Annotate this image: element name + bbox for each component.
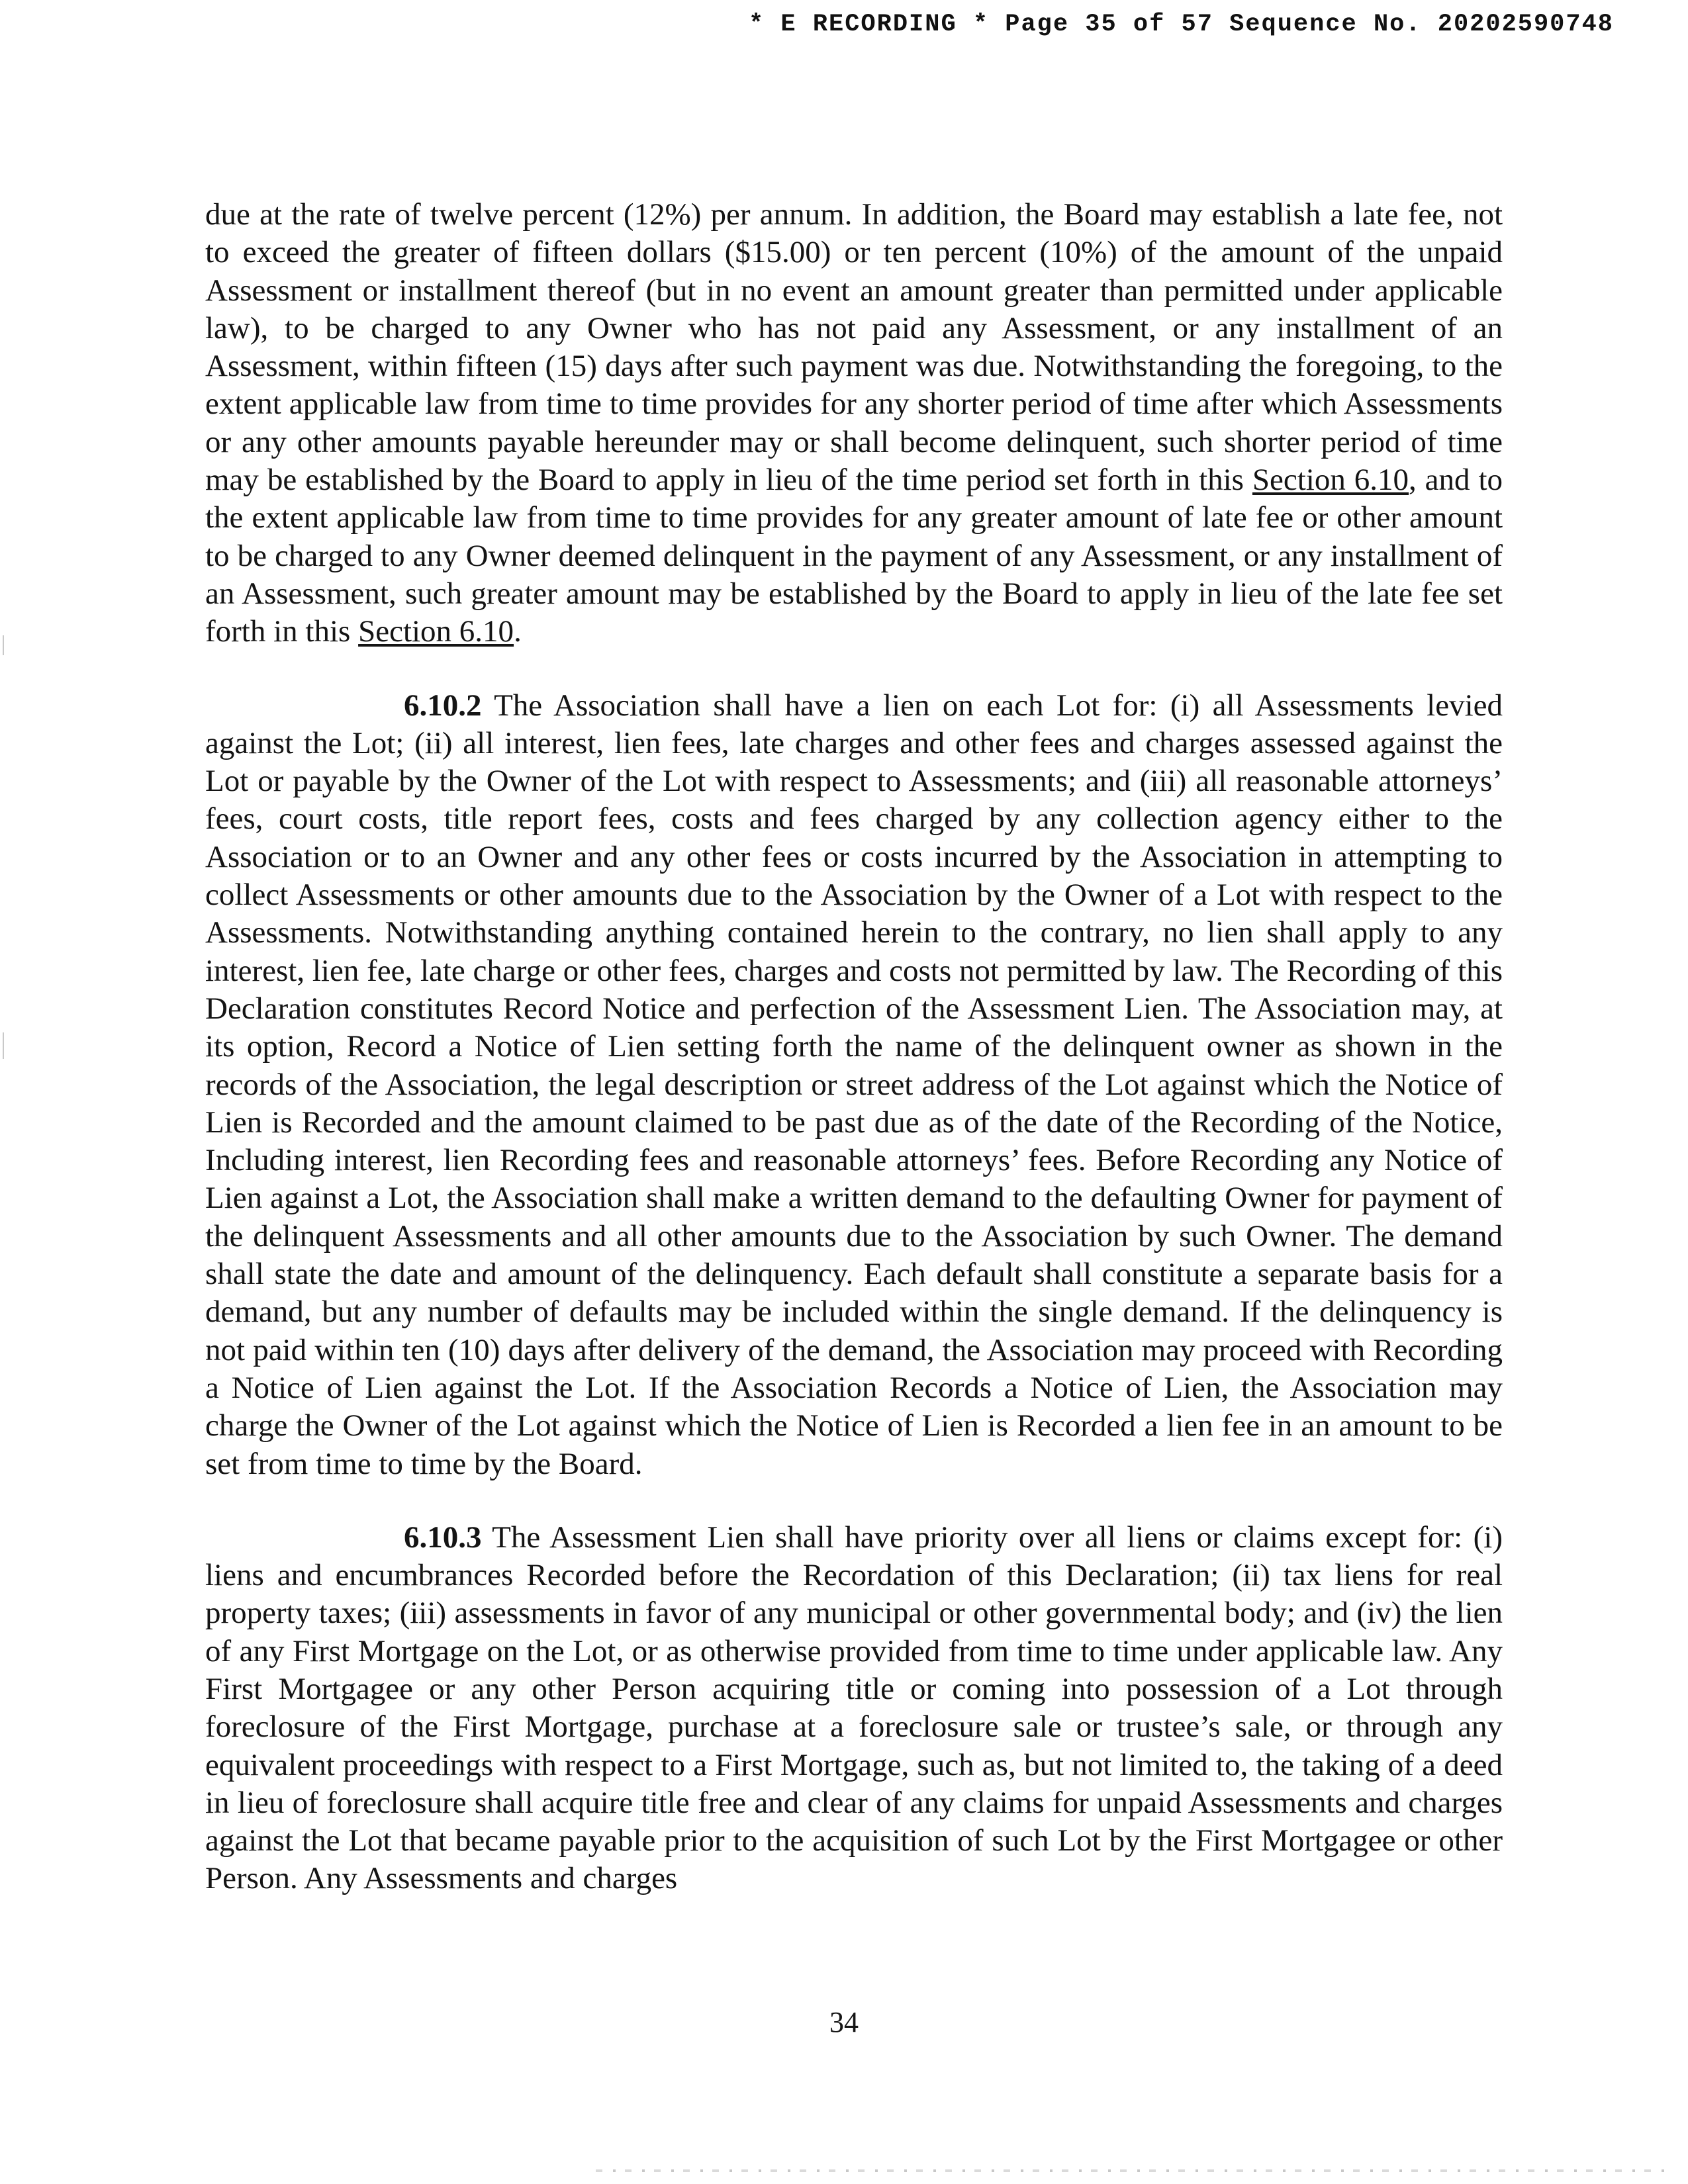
scan-edge-mark <box>3 635 4 655</box>
scan-edge-mark <box>3 1032 4 1059</box>
paragraph-6-10-3 <box>205 1519 1503 1898</box>
paragraph-text: due at the rate of twelve percent (12%) per annum. In addition, the Board may establish a late fee, not to exceed the greater of fifteen dollars ($15.00) or ten percent (10%) of the amount of the unpaid Assessment or installment thereof (but in no event an amount greater than permitted under applicable law), to be charged to any Owner who has not paid any Assessment, or any installment of an Assessment, within fifteen (15) days after such payment was due. Notwithstanding the foregoing, to the extent applicable law from time to time provides for any shorter period of time after which Assessments or any other amounts payable hereunder may or shall become delinquent, such shorter period of time may be established by the Board to apply in lieu of the time period set forth in this <box>205 197 1503 498</box>
scan-noise-line <box>596 2169 1668 2172</box>
paragraph-text: The Association shall have a lien on each Lot for: (i) all Assessments levied against the Lot; (ii) all interest, lien fees, late charges and other fees and charges assessed against the Lot or payable by the Owner of the Lot with respect to Assessments; and (iii) all reasonable attorneys’ fees, court costs, title report fees, costs and fees charged by any collection agency either to the Association or to an Owner and any other fees or costs incurred by the Association in attempting to collect Assessments or other amounts due to the Association by the Owner of a Lot with respect to the Assessments. Notwithstanding anything contained herein to the contrary, no lien shall apply to any interest, lien fee, late charge or other fees, charges and costs not permitted by law. The Recording of this Declaration constitutes Record Notice and perfection of the Assessment Lien. The Association may, at its option, Record a Notice of Lien setting forth the name of the delinquent owner as shown in the records of the Association, the legal description or street address of the Lot against which the Notice of Lien is Recorded and the amount claimed to be past due as of the date of the Recording of the Notice, Including interest, lien Recording fees and reasonable attorneys’ fees. Before Recording any Notice of Lien against a Lot, the Association shall make a written demand to the defaulting Owner for payment of the delinquent Assessments and all other amounts due to the Association by such Owner. The demand shall state the date and amount of the delinquency. Each default shall constitute a separate basis for a demand, but any number of defaults may be included within the single demand. If the delinquency is not paid within ten (10) days after delivery of the demand, the Association may proceed with Recording a Notice of Lien against the Lot. If the Association Records a Notice of Lien, the Association may charge the Owner of the Lot against which the Notice of Lien is Recorded a lien fee in an amount to be set from time to time by the Board. <box>205 688 1503 1481</box>
document-body <box>205 196 1503 1898</box>
paragraph-text: , and to the extent applicable law from time to time provides for any greater amount of late fee or other amount to be charged to any Owner deemed delinquent in the payment of any Assessment, or any installment of an Assessment, such greater amount may be established by the Board to apply in lieu of the late fee set forth in this <box>205 463 1503 649</box>
page-number: 34 <box>829 2006 859 2038</box>
recording-stamp: * E RECORDING * Page 35 of 57 Sequence No. 20202590748 <box>749 11 1614 38</box>
paragraph-6-10-2 <box>205 687 1503 1483</box>
section-reference: Section 6.10 <box>1252 463 1409 498</box>
paragraph-text: The Assessment Lien shall have priority over all liens or claims except for: (i) liens and encumbrances Recorded before the Recordation of this Declaration; (ii) tax liens for real property taxes; (iii) assessments in favor of any municipal or other governmental body; and (iv) the lien of any First Mortgage on the Lot, or as otherwise provided from time to time under applicable law. Any First Mortgagee or any other Person acquiring title or coming into possession of a Lot through foreclosure of the First Mortgage, purchase at a foreclosure sale or trustee’s sale, or through any equivalent proceedings with respect to a First Mortgage, such as, but not limited to, the taking of a deed in lieu of foreclosure shall acquire title free and clear of any claims for unpaid Assessments and charges against the Lot that became payable prior to the acquisition of such Lot by the First Mortgagee or other Person. Any Assessments and charges <box>205 1520 1503 1896</box>
paragraph-text: . <box>514 614 522 649</box>
section-number: 6.10.3 <box>404 1520 482 1555</box>
section-number: 6.10.2 <box>404 688 482 723</box>
paragraph-6-10-1-continued <box>205 196 1503 651</box>
section-reference: Section 6.10 <box>358 614 514 649</box>
